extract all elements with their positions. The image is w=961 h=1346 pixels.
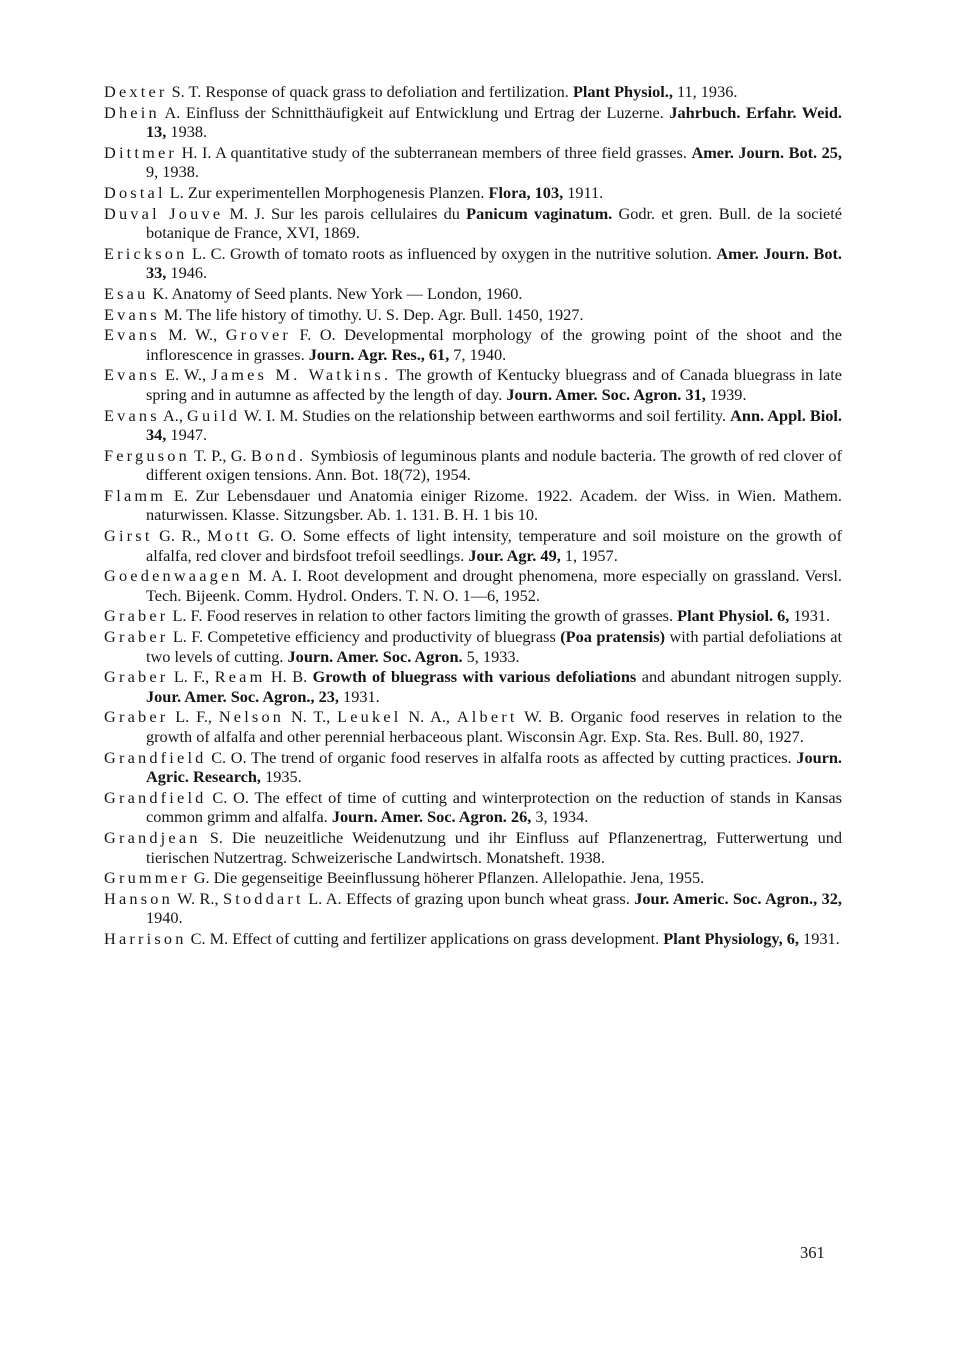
reference-entry bbox=[104, 103, 842, 142]
reference-author: Duval Jouve bbox=[104, 203, 224, 223]
reference-entry bbox=[104, 406, 842, 445]
reference-coauthor: Guild bbox=[187, 405, 241, 425]
reference-author: Esau bbox=[104, 283, 149, 303]
reference-author: Grandjean bbox=[104, 827, 201, 847]
reference-author: Grummer bbox=[104, 868, 190, 888]
reference-journal: Journ. Amer. Soc. Agron. 26, bbox=[331, 807, 532, 827]
reference-entry bbox=[104, 82, 842, 102]
reference-journal: Journ. Agr. Res., 61, bbox=[308, 344, 450, 364]
reference-entry bbox=[104, 204, 842, 243]
reference-text: H. I. A quantitative study of the subterranean members of three field grasses. bbox=[177, 142, 692, 162]
reference-text: L. C. Growth of tomato roots as influenced by oxygen in the nutritive solution. bbox=[187, 243, 717, 263]
reference-text: W. B. Organic food reserves in relation to the growth of alfalfa and other perennial herbaceous plant. Wisconsin Agr. Exp. Sta. Res. Bull. 80, 1927. bbox=[146, 707, 842, 746]
reference-author: Harrison bbox=[104, 928, 187, 948]
reference-text: K. Anatomy of Seed plants. New York — London, 1960. bbox=[148, 283, 523, 303]
reference-journal: Journ. Amer. Soc. Agron. bbox=[287, 646, 463, 666]
reference-text: G. R., bbox=[152, 526, 208, 546]
reference-coauthor: Bond. bbox=[250, 445, 307, 465]
reference-entry bbox=[104, 446, 842, 485]
reference-text: L. A. Effects of grazing upon bunch wheat grass. bbox=[303, 888, 635, 908]
page-number: 361 bbox=[800, 1243, 825, 1262]
reference-entry bbox=[104, 667, 842, 706]
reference-entry bbox=[104, 365, 842, 404]
reference-details: 9, 1938. bbox=[146, 162, 199, 182]
reference-author: Graber bbox=[104, 667, 169, 687]
reference-author: Flamm bbox=[104, 485, 167, 505]
reference-text: A. Einfluss der Schnitthäufigkeit auf Entwicklung und Ertrag der Luzerne. bbox=[159, 102, 670, 122]
reference-text: L. F. Competetive efficiency and productivity of bluegrass bbox=[168, 627, 561, 647]
reference-details: 1940. bbox=[146, 908, 183, 928]
reference-details: 1946. bbox=[166, 263, 208, 283]
reference-details: 1939. bbox=[705, 384, 747, 404]
reference-coauthor: Stoddart bbox=[222, 888, 304, 908]
reference-text: N. T., bbox=[284, 707, 338, 727]
reference-text: F. O. Developmental morphology of the growing point of the shoot and the inflorescence in grasses. bbox=[146, 325, 843, 364]
reference-text: W. R., bbox=[172, 888, 223, 908]
reference-entry bbox=[104, 889, 842, 928]
reference-text: E. Zur Lebensdauer und Anatomia einiger Rizome. 1922. Academ. der Wiss. in Wien. Mathem. naturwissen. Klasse. Sitzungsber. Ab. 1. 131. B. H. 1 bis 10. bbox=[146, 485, 842, 525]
reference-author: Evans bbox=[104, 304, 160, 324]
reference-entry bbox=[104, 183, 842, 203]
reference-text: C. O. The effect of time of cutting and winterprotection on the reduction of stands in Kansas common grimm and alfalfa. bbox=[146, 787, 842, 827]
reference-journal: Panicum vaginatum. bbox=[466, 203, 613, 223]
reference-text: The growth of Kentucky bluegrass and of Canada bluegrass in late spring and in autumne as affected by the length of day. bbox=[146, 365, 842, 404]
reference-details: 1931. bbox=[798, 928, 840, 948]
reference-journal: Flora, 103, bbox=[488, 182, 564, 202]
reference-author: Goedenwaagen bbox=[104, 566, 243, 586]
reference-entry bbox=[104, 244, 842, 283]
reference-text: L. F., bbox=[168, 707, 219, 727]
reference-details: 1, 1957. bbox=[560, 545, 618, 565]
reference-text: C. M. Effect of cutting and fertilizer applications on grass development. bbox=[186, 928, 664, 948]
reference-journal: Jour. Americ. Soc. Agron., 32, bbox=[634, 888, 843, 908]
reference-journal: Jahrbuch. Erfahr. Weid. 13, bbox=[146, 102, 842, 142]
reference-entry bbox=[104, 788, 842, 827]
reference-journal: Jour. Amer. Soc. Agron., 23, bbox=[146, 686, 339, 706]
reference-text: Symbiosis of leguminous plants and nodule bacteria. The growth of red clover of different oxigen tensions. Ann. Bot. 18(72), 1954. bbox=[146, 445, 842, 485]
reference-entry bbox=[104, 627, 842, 666]
reference-author: Girst bbox=[104, 526, 153, 546]
reference-text: M. A. I. Root development and drought phenomena, more especially on grassland. Versl. Tech. Bijeenk. Comm. Hydrol. Onders. T. N. O. 1—6, 1952. bbox=[146, 566, 842, 605]
reference-author: Evans bbox=[104, 325, 160, 345]
reference-entry bbox=[104, 284, 842, 304]
reference-details: 1947. bbox=[166, 425, 208, 445]
reference-author: Hanson bbox=[104, 888, 173, 908]
reference-author: Erickson bbox=[104, 243, 188, 263]
reference-text: N. A., bbox=[401, 707, 457, 727]
reference-details: 3, 1934. bbox=[531, 807, 589, 827]
reference-entry bbox=[104, 566, 842, 605]
reference-entry bbox=[104, 325, 842, 364]
reference-text: G. O. Some effects of light intensity, temperature and soil moisture on the growth of alfalfa, red clover and birdsfoot trefoil seedlings. bbox=[146, 526, 842, 565]
reference-journal: Plant Physiol., bbox=[572, 82, 673, 101]
reference-journal: Plant Physiol. 6, bbox=[677, 606, 790, 626]
reference-author: Graber bbox=[104, 707, 169, 727]
reference-author: Dittmer bbox=[104, 142, 178, 162]
reference-coauthor: James M. Watkins. bbox=[211, 365, 392, 385]
reference-journal: Journ. Agric. Research, bbox=[146, 747, 842, 787]
reference-text: with partial defoliations at two levels of cutting. bbox=[146, 627, 842, 666]
reference-details: Godr. et gren. Bull. de la societé botanique de France, XVI, 1869. bbox=[146, 203, 843, 243]
reference-entry bbox=[104, 929, 842, 949]
reference-text: L. F. Food reserves in relation to other factors limiting the growth of grasses. bbox=[168, 606, 678, 626]
reference-author: Evans bbox=[104, 405, 160, 425]
reference-entry bbox=[104, 748, 842, 787]
reference-details: 1938. bbox=[166, 122, 208, 142]
reference-coauthor: Mott bbox=[207, 526, 252, 546]
reference-text: H. B. bbox=[265, 667, 313, 687]
reference-details: 1911. bbox=[563, 182, 604, 202]
reference-details: 7, 1940. bbox=[449, 344, 507, 364]
reference-entry bbox=[104, 486, 842, 525]
reference-author: Grandfield bbox=[104, 747, 207, 767]
reference-journal: Amer. Journ. Bot. 33, bbox=[146, 243, 843, 283]
reference-entry bbox=[104, 868, 842, 888]
bibliography-list bbox=[104, 82, 842, 950]
reference-journal: Amer. Journ. Bot. 25, bbox=[691, 142, 842, 162]
reference-text: S. Die neuzeitliche Weidenutzung und ihr Einfluss auf Pflanzenertrag, Futterwertung und tierischen Nutzertrag. Schweizerische Landwirtsch. Monatsheft. 1938. bbox=[146, 827, 842, 867]
reference-title: Growth of bluegrass with various defoliations bbox=[312, 667, 637, 687]
reference-author: Grandfield bbox=[104, 787, 207, 807]
reference-author: Ferguson bbox=[104, 445, 190, 465]
reference-entry bbox=[104, 305, 842, 325]
reference-details: 11, 1936. bbox=[672, 82, 738, 101]
reference-text: and abundant nitrogen supply. bbox=[636, 667, 842, 687]
reference-author: Dexter bbox=[104, 82, 168, 101]
reference-text: C. O. The trend of organic food reserves in alfalfa roots as affected by cutting practices. bbox=[206, 747, 797, 767]
reference-details: 1931. bbox=[338, 686, 380, 706]
reference-author: Graber bbox=[104, 627, 169, 647]
reference-entry bbox=[104, 606, 842, 626]
reference-entry bbox=[104, 526, 842, 565]
reference-coauthor: Ream bbox=[214, 667, 266, 687]
reference-journal: Ann. Appl. Biol. 34, bbox=[146, 405, 842, 445]
reference-text: L. Zur experimentellen Morphogenesis Planzen. bbox=[165, 182, 489, 202]
reference-coauthor: Nelson bbox=[218, 707, 285, 727]
reference-text: W. I. M. Studies on the relationship between earthworms and soil fertility. bbox=[240, 405, 731, 425]
reference-text: M. The life history of timothy. U. S. Dep. Agr. Bull. 1450, 1927. bbox=[159, 304, 584, 324]
reference-text: A., bbox=[159, 405, 188, 425]
reference-author: Dostal bbox=[104, 182, 166, 202]
reference-text: L. F., bbox=[168, 667, 215, 687]
reference-journal: Jour. Agr. 49, bbox=[468, 545, 561, 565]
reference-details: 1935. bbox=[261, 767, 302, 787]
reference-coauthor: Leukel bbox=[337, 707, 402, 727]
reference-text: M. J. Sur les parois cellulaires du bbox=[223, 203, 467, 223]
reference-author: Dhein bbox=[104, 102, 160, 122]
reference-entry bbox=[104, 707, 842, 746]
reference-details: 5, 1933. bbox=[462, 646, 520, 666]
reference-coauthor: Grover bbox=[225, 325, 291, 345]
reference-journal: Plant Physiology, 6, bbox=[663, 928, 799, 948]
reference-species: (Poa pratensis) bbox=[560, 627, 666, 647]
reference-entry bbox=[104, 143, 842, 182]
reference-text: M. W., bbox=[159, 325, 226, 345]
reference-coauthor: Albert bbox=[456, 707, 518, 727]
reference-text: S. T. Response of quack grass to defoliation and fertilization. bbox=[167, 82, 573, 101]
reference-author: Graber bbox=[104, 606, 169, 626]
reference-text: G. Die gegenseitige Beeinflussung höherer Pflanzen. Allelopathie. Jena, 1955. bbox=[189, 868, 705, 888]
reference-author: Evans bbox=[104, 365, 160, 385]
reference-details: 1931. bbox=[789, 606, 831, 626]
reference-entry bbox=[104, 828, 842, 867]
reference-journal: Journ. Amer. Soc. Agron. 31, bbox=[506, 384, 706, 404]
reference-text: E. W., bbox=[159, 365, 212, 385]
reference-text: T. P., G. bbox=[189, 445, 251, 465]
